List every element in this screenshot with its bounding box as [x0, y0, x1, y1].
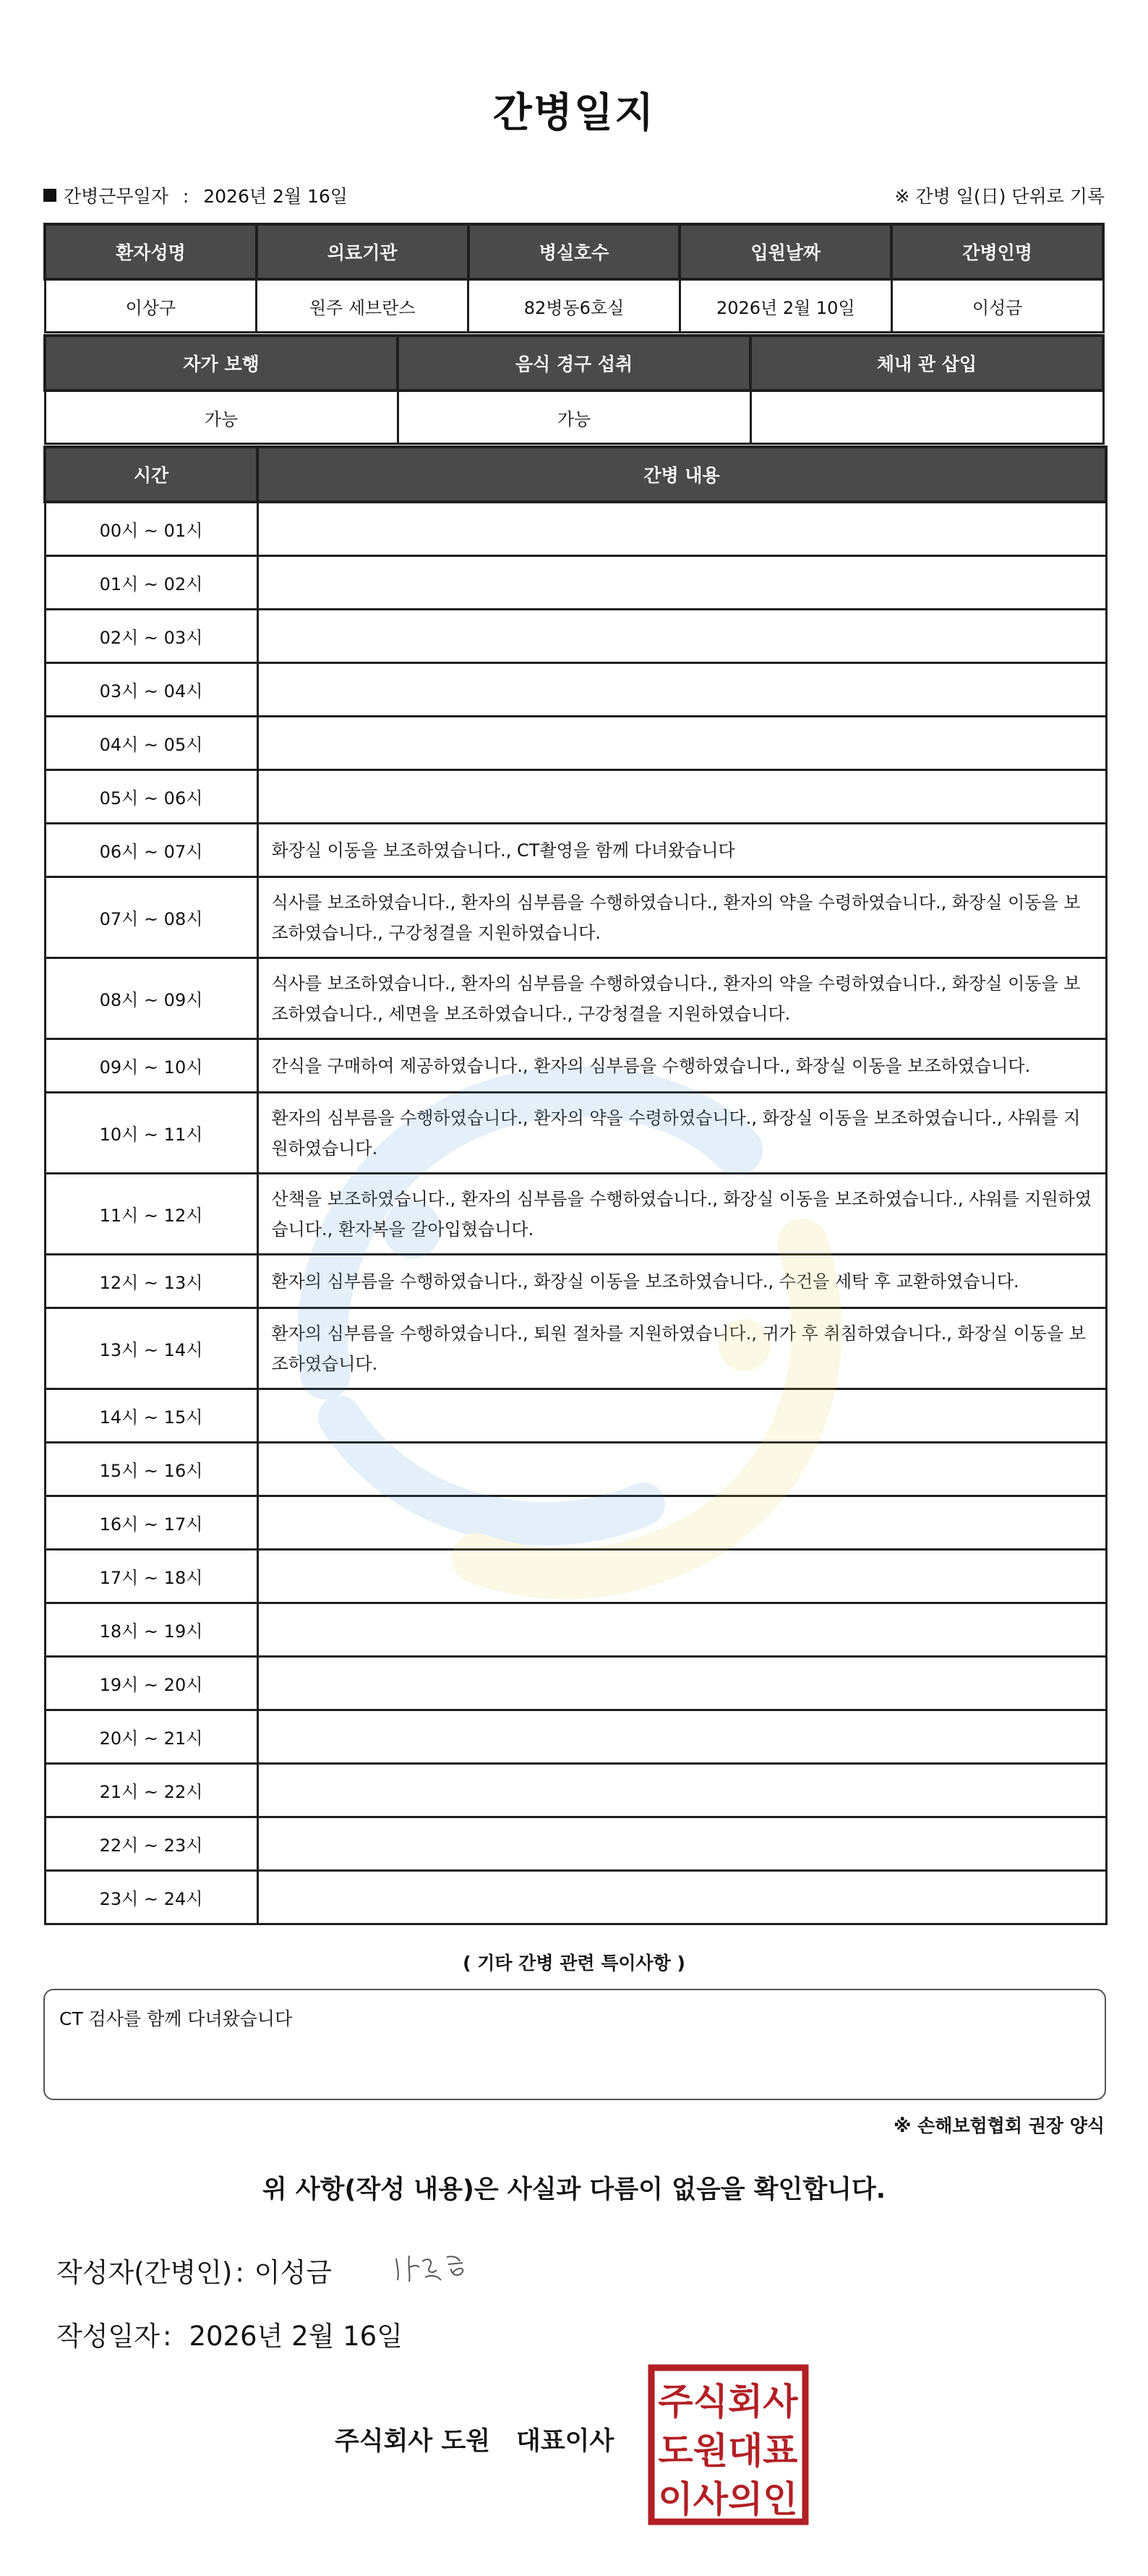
table-row — [45, 1443, 1106, 1496]
care-content-cell — [257, 1603, 1106, 1657]
date-separator: : — [162, 2321, 172, 2352]
written-date-line — [56, 2314, 403, 2353]
care-content-cell: 화장실 이동을 보조하였습니다., CT촬영을 함께 다녀왔습니다 — [257, 824, 1106, 877]
oral-intake-value: 가능 — [398, 391, 750, 444]
time-cell: 08시 ~ 09시 — [45, 958, 257, 1039]
hospital-value: 원주 세브란스 — [257, 279, 468, 333]
writer-label: 작성자(간병인) — [56, 2257, 233, 2288]
care-content-cell — [257, 610, 1106, 663]
care-content-cell: 식사를 보조하였습니다., 환자의 심부름을 수행하였습니다., 환자의 약을 수령하였습니다., 화장실 이동을 보조하였습니다., 구강청결을 지원하였습니다. — [257, 877, 1106, 958]
care-content-cell — [257, 770, 1106, 824]
header-patient-name: 환자성명 — [45, 224, 257, 279]
time-cell: 14시 ~ 15시 — [45, 1389, 257, 1443]
header-self-walking: 자가 보행 — [45, 336, 398, 391]
time-cell: 18시 ~ 19시 — [45, 1603, 257, 1657]
time-cell: 01시 ~ 02시 — [45, 556, 257, 610]
company-signature-line — [335, 2421, 614, 2457]
patient-status-table — [43, 334, 1105, 445]
remarks-title: ( 기타 간병 관련 특이사항 ) — [463, 1953, 685, 1974]
header-hospital: 의료기관 — [257, 224, 468, 279]
header-admission-date: 입원날짜 — [680, 224, 891, 279]
table-row — [45, 824, 1106, 877]
square-bullet-icon — [43, 189, 56, 202]
admission-date-value: 2026년 2월 10일 — [680, 279, 891, 333]
table-row — [45, 1710, 1106, 1764]
time-cell: 20시 ~ 21시 — [45, 1710, 257, 1764]
writer-line — [56, 2251, 332, 2290]
table-row — [45, 1308, 1106, 1389]
time-cell: 19시 ~ 20시 — [45, 1657, 257, 1710]
seal-line-2: 도원대표 — [658, 2430, 798, 2472]
care-content-cell: 식사를 보조하였습니다., 환자의 심부름을 수행하였습니다., 환자의 약을 수령하였습니다., 화장실 이동을 보조하였습니다., 세면을 보조하였습니다., 구강청결을 지원하였습니다. — [257, 958, 1106, 1039]
table-row — [45, 1174, 1106, 1255]
date-label: 작성일자 — [56, 2321, 160, 2352]
header-caregiver-name: 간병인명 — [891, 224, 1103, 279]
tube-insertion-value — [750, 391, 1103, 444]
care-content-cell — [257, 1817, 1106, 1871]
time-cell: 22시 ~ 23시 — [45, 1817, 257, 1871]
care-content-cell — [257, 502, 1106, 556]
table-row — [45, 1764, 1106, 1817]
table-row — [45, 877, 1106, 958]
unit-note: ※ 간병 일(日) 단위로 기록 — [894, 186, 1105, 207]
time-cell: 03시 ~ 04시 — [45, 663, 257, 717]
table-row — [45, 502, 1106, 556]
seal-line-3: 이사의인 — [658, 2478, 798, 2520]
header-time: 시간 — [45, 447, 257, 502]
care-content-cell — [257, 1550, 1106, 1603]
time-cell: 15시 ~ 16시 — [45, 1443, 257, 1496]
remarks-box: CT 검사를 함께 다녀왔습니다 — [43, 1989, 1106, 2100]
form-note: ※ 손해보험협회 권장 양식 — [894, 2115, 1105, 2136]
header-care-content: 간병 내용 — [257, 447, 1106, 502]
care-content-cell — [257, 1443, 1106, 1496]
table-row — [45, 1817, 1106, 1871]
work-date — [43, 182, 348, 208]
room-value: 82병동6호실 — [468, 279, 680, 333]
table-row — [45, 958, 1106, 1039]
table-row — [45, 1039, 1106, 1093]
representative-title: 대표이사 — [516, 2427, 614, 2456]
self-walking-value: 가능 — [45, 391, 398, 444]
care-content-cell: 환자의 심부름을 수행하였습니다., 화장실 이동을 보조하였습니다., 수건을 세탁 후 교환하였습니다. — [257, 1255, 1106, 1308]
patient-info-table — [43, 223, 1105, 333]
time-cell: 23시 ~ 24시 — [45, 1871, 257, 1924]
table-row — [45, 556, 1106, 610]
care-content-cell — [257, 1389, 1106, 1443]
care-content-cell: 간식을 구매하여 제공하였습니다., 환자의 심부름을 수행하였습니다., 화장실 이동을 보조하였습니다. — [257, 1039, 1106, 1093]
time-cell: 04시 ~ 05시 — [45, 717, 257, 770]
time-cell: 16시 ~ 17시 — [45, 1496, 257, 1550]
writer-name: 이성금 — [254, 2257, 333, 2288]
patient-name-value: 이상구 — [45, 279, 257, 333]
table-row — [45, 1389, 1106, 1443]
care-content-cell — [257, 1710, 1106, 1764]
table-row — [45, 1093, 1106, 1174]
table-row — [45, 1255, 1106, 1308]
care-content-cell — [257, 1657, 1106, 1710]
care-content-cell — [257, 556, 1106, 610]
care-content-cell — [257, 1496, 1106, 1550]
table-row — [45, 1871, 1106, 1924]
status-value-row — [45, 391, 1103, 444]
time-cell: 12시 ~ 13시 — [45, 1255, 257, 1308]
patient-info-header-row — [45, 224, 1103, 279]
care-content-cell: 환자의 심부름을 수행하였습니다., 환자의 약을 수령하였습니다., 화장실 이동을 보조하였습니다., 샤워를 지원하였습니다. — [257, 1093, 1106, 1174]
time-cell: 07시 ~ 08시 — [45, 877, 257, 958]
time-cell: 02시 ~ 03시 — [45, 610, 257, 663]
care-content-cell — [257, 1764, 1106, 1817]
care-content-cell: 산책을 보조하였습니다., 환자의 심부름을 수행하였습니다., 화장실 이동을 보조하였습니다., 샤워를 지원하였습니다., 환자복을 갈아입혔습니다. — [257, 1174, 1106, 1255]
time-cell: 13시 ~ 14시 — [45, 1308, 257, 1389]
writer-separator: : — [235, 2257, 244, 2288]
meta-row — [43, 182, 1105, 208]
time-cell: 21시 ~ 22시 — [45, 1764, 257, 1817]
header-tube-insertion: 체내 관 삽입 — [750, 336, 1103, 391]
care-content-cell — [257, 663, 1106, 717]
caregiver-name-value: 이성금 — [891, 279, 1103, 333]
status-header-row — [45, 336, 1103, 391]
company-name: 주식회사 도원 — [335, 2427, 491, 2456]
date-value: 2026년 2월 16일 — [189, 2321, 403, 2352]
care-content-cell: 환자의 심부름을 수행하였습니다., 퇴원 절차를 지원하였습니다., 귀가 후 취침하였습니다., 화장실 이동을 보조하였습니다. — [257, 1308, 1106, 1389]
time-cell: 05시 ~ 06시 — [45, 770, 257, 824]
header-room: 병실호수 — [468, 224, 680, 279]
table-row — [45, 1603, 1106, 1657]
care-schedule-table — [43, 445, 1108, 1925]
table-row — [45, 1496, 1106, 1550]
table-row — [45, 663, 1106, 717]
work-date-value: 2026년 2월 16일 — [203, 186, 348, 207]
work-date-separator: : — [182, 186, 189, 207]
time-cell: 00시 ~ 01시 — [45, 502, 257, 556]
schedule-header-row — [45, 447, 1106, 502]
time-cell: 10시 ~ 11시 — [45, 1093, 257, 1174]
table-row — [45, 717, 1106, 770]
time-cell: 17시 ~ 18시 — [45, 1550, 257, 1603]
table-row — [45, 1550, 1106, 1603]
work-date-label: 간병근무일자 — [64, 186, 168, 207]
handwritten-signature-icon — [390, 2246, 477, 2289]
time-cell: 11시 ~ 12시 — [45, 1174, 257, 1255]
table-row — [45, 610, 1106, 663]
time-cell: 09시 ~ 10시 — [45, 1039, 257, 1093]
table-row — [45, 770, 1106, 824]
table-row — [45, 1657, 1106, 1710]
header-oral-intake: 음식 경구 섭취 — [398, 336, 750, 391]
care-content-cell — [257, 1871, 1106, 1924]
page-title: 간병일지 — [492, 90, 656, 137]
patient-info-value-row — [45, 279, 1103, 333]
company-seal-stamp — [647, 2363, 810, 2526]
time-cell: 06시 ~ 07시 — [45, 824, 257, 877]
confirmation-statement: 위 사항(작성 내용)은 사실과 다름이 없음을 확인합니다. — [262, 2175, 886, 2204]
care-content-cell — [257, 717, 1106, 770]
seal-line-1: 주식회사 — [658, 2381, 798, 2423]
